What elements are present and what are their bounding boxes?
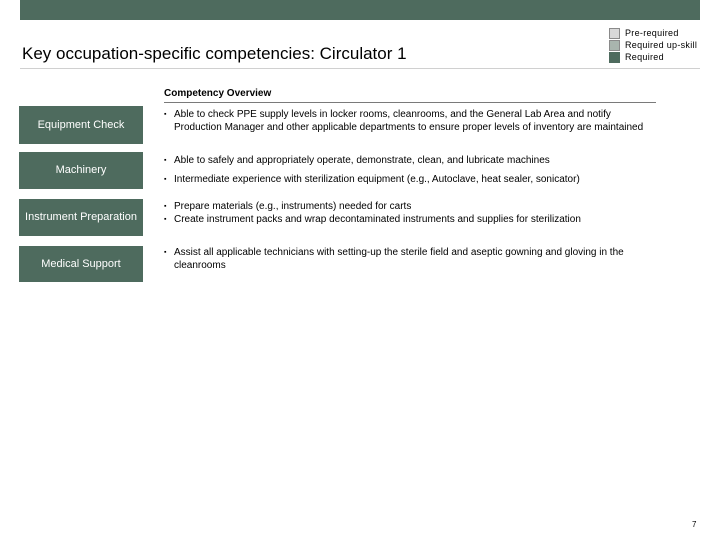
competency-name: Equipment Check — [37, 118, 125, 131]
bullet-item: ▪ Prepare materials (e.g., instruments) needed for carts — [164, 200, 654, 213]
competency-name: Machinery — [55, 164, 107, 176]
legend-label: Pre-required — [625, 28, 679, 38]
title-divider — [20, 68, 700, 69]
bullet-item: ▪ Create instrument packs and wrap decontaminated instruments and supplies for sterilization — [164, 213, 654, 226]
competency-name: Medical Support — [41, 257, 121, 270]
legend-label: Required up-skill — [625, 40, 698, 50]
competency-bullets-instrument-preparation — [164, 200, 654, 226]
competency-bullets-machinery — [164, 154, 654, 186]
competency-name: Instrument Preparation — [25, 211, 137, 223]
legend-swatch-required — [609, 52, 620, 63]
competency-bullets-medical-support — [164, 246, 654, 272]
bullet-item: ▪ Intermediate experience with sterilization equipment (e.g., Autoclave, heat sealer, sonicator) — [164, 173, 654, 186]
bullet-item: ▪ Able to check PPE supply levels in locker rooms, cleanrooms, and the General Lab Area and notify Production Manager and other applicable departments to ensure proper levels of inventory are maintained — [164, 108, 654, 134]
top-accent-bar — [20, 0, 700, 20]
competency-box-medical-support — [19, 246, 143, 282]
competency-bullets-equipment-check — [164, 108, 654, 134]
page-number: 7 — [692, 520, 697, 529]
legend-swatch-pre-required — [609, 28, 620, 39]
bullet-item: ▪ Assist all applicable technicians with setting-up the sterile field and aseptic gowning and gloving in the cleanrooms — [164, 246, 654, 272]
competency-box-equipment-check — [19, 106, 143, 144]
legend-swatch-required-up-skill — [609, 40, 620, 51]
competency-box-instrument-preparation — [19, 199, 143, 236]
page-title: Key occupation-specific competencies: Circulator 1 — [22, 44, 407, 63]
legend-label: Required — [625, 52, 664, 62]
competency-overview-divider — [164, 102, 656, 103]
competency-box-machinery — [19, 152, 143, 189]
bullet-item: ▪ Able to safely and appropriately operate, demonstrate, clean, and lubricate machines — [164, 154, 654, 167]
competency-overview-heading: Competency Overview — [164, 88, 272, 99]
